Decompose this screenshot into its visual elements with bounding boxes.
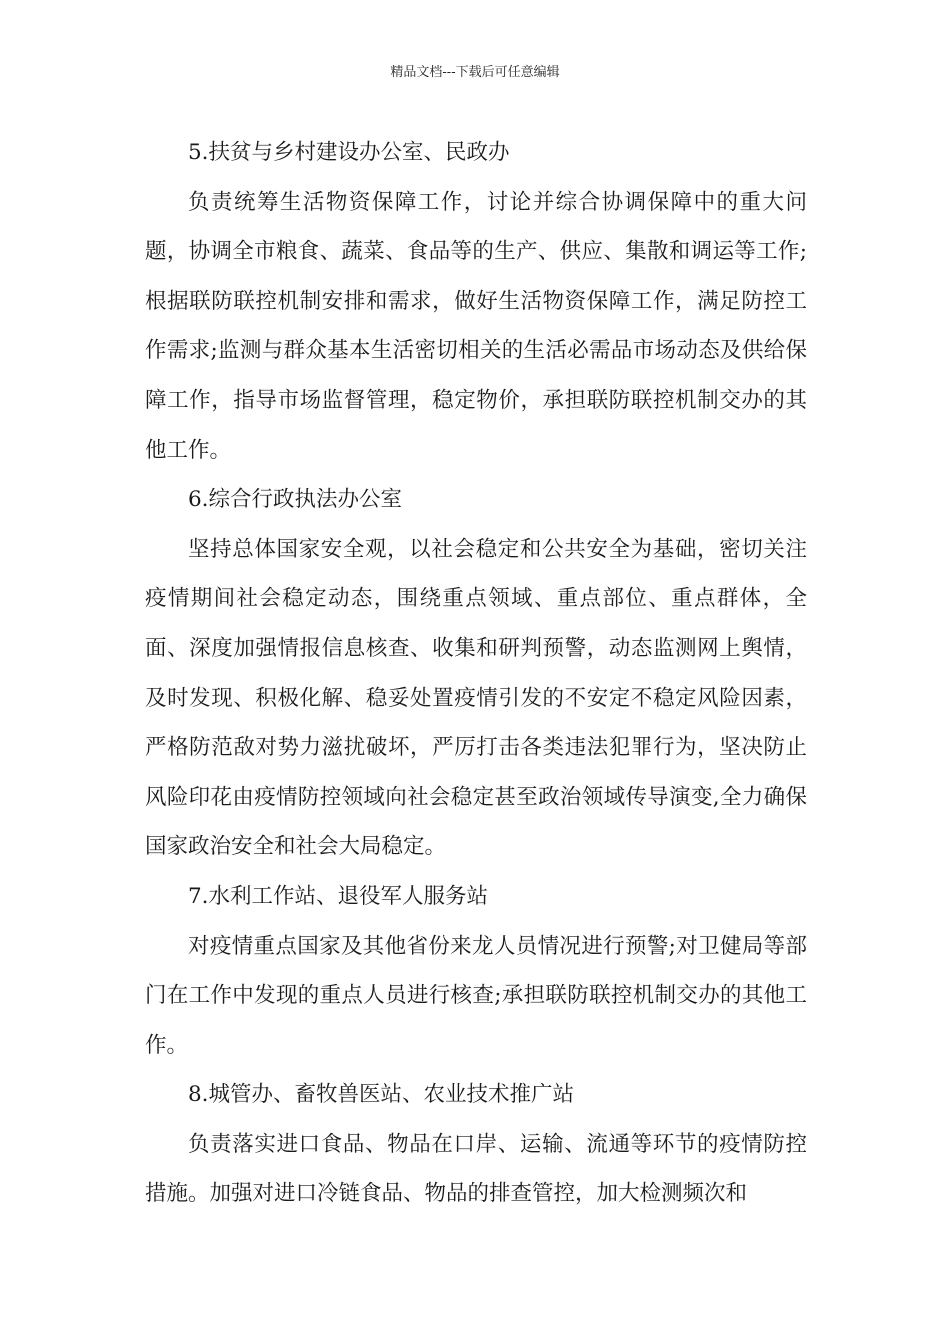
section-paragraph: 负责统筹生活物资保障工作，讨论并综合协调保障中的重大问题，协调全市粮食、蔬菜、食品等的生产、供应、集散和调运等工作;根据联防联控机制安排和需求，做好生活物资保障工作，满足防控工作需求;监测与群众基本生活密切相关的生活必需品市场动态及供给保障工作，指导市场监督管理，稳定物价，承担联防联控机制交办的其他工作。	[145, 189, 807, 463]
section-heading: 7.水利工作站、退役军人服务站	[188, 883, 489, 909]
document-body	[145, 128, 807, 1219]
section-paragraph: 负责落实进口食品、物品在口岸、运输、流通等环节的疫情防控措施。加强对进口冷链食品、物品的排查管控，加大检测频次和	[145, 1131, 807, 1207]
section-heading: 8.城管办、畜牧兽医站、农业技术推广站	[188, 1082, 575, 1108]
page-header: 精品文档---下载后可任意编辑	[390, 65, 560, 80]
section-heading: 5.扶贫与乡村建设办公室、民政办	[188, 140, 510, 165]
section-paragraph: 对疫情重点国家及其他省份来龙人员情况进行预警;对卫健局等部门在工作中发现的重点人员进行核查;承担联防联控机制交办的其他工作。	[145, 933, 807, 1058]
section-heading: 6.综合行政执法办公室	[188, 487, 403, 513]
section-paragraph: 坚持总体国家安全观，以社会稳定和公共安全为基础，密切关注疫情期间社会稳定动态，围绕重点领域、重点部位、重点群体，全面、深度加强情报信息核查、收集和研判预警，动态监测网上舆情，及时发现、积极化解、稳妥处置疫情引发的不安定不稳定风险因素，严格防范敌对势力滋扰破坏，严厉打击各类违法犯罪行为，坚决防止风险印花由疫情防控领域向社会稳定甚至政治领域传导演变,全力确保国家政治安全和社会大局稳定。	[145, 536, 807, 860]
